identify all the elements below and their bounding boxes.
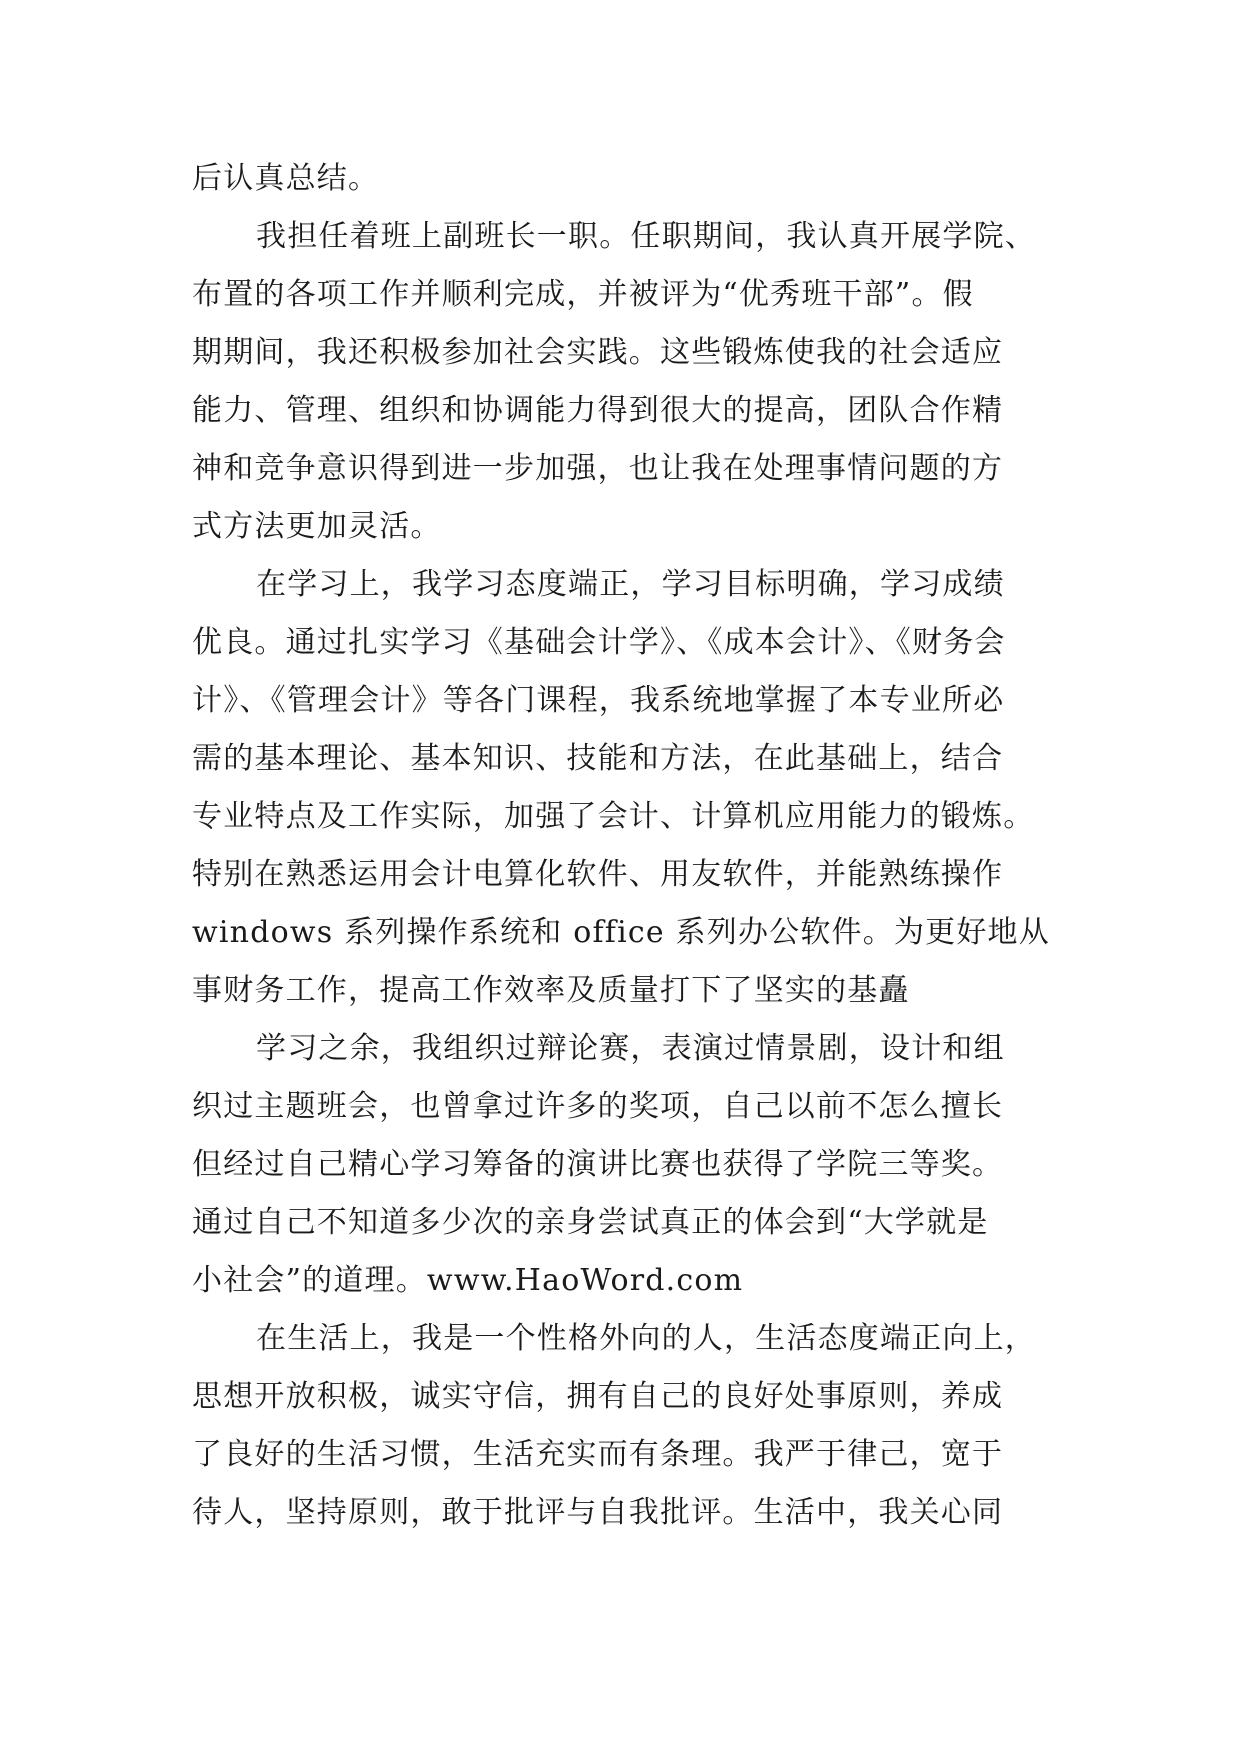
text-line: 专业特点及工作实际，加强了会计、计算机应用能力的锻炼。 <box>192 799 1035 834</box>
text-line: 事财务工作，提高工作效率及质量打下了坚实的基矗 <box>192 973 910 1008</box>
text-line: 优良。通过扎实学习《基础会计学》、《成本会计》、《财务会 <box>192 625 1006 660</box>
text-line: 需的基本理论、基本知识、技能和方法，在此基础上，结合 <box>192 741 1004 776</box>
text-line: 神和竞争意识得到进一步加强，也让我在处理事情问题的方 <box>192 451 1004 486</box>
text-line: 布置的各项工作并顺利完成，并被评为“优秀班干部”。假 <box>192 277 974 312</box>
text-line: 小社会”的道理。www.HaoWord.com <box>192 1263 744 1298</box>
document-body <box>192 150 1072 1542</box>
text-line: windows 系列操作系统和 office 系列办公软件。为更好地从 <box>192 915 1050 950</box>
text-line: 式方法更加灵活。 <box>192 509 442 544</box>
text-line: 待人，坚持原则，敢于批评与自我批评。生活中，我关心同 <box>192 1495 1004 1530</box>
text-line: 思想开放积极，诚实守信，拥有自己的良好处事原则，养成 <box>192 1379 1004 1414</box>
text-line: 后认真总结。 <box>192 161 380 196</box>
text-line: 但经过自己精心学习筹备的演讲比赛也获得了学院三等奖。 <box>192 1147 1004 1182</box>
paragraph-start-line: 在学习上，我学习态度端正，学习目标明确，学习成绩 <box>256 567 1005 602</box>
text-line: 织过主题班会，也曾拿过许多的奖项，自己以前不怎么擅长 <box>192 1089 1004 1124</box>
text-line: 能力、管理、组织和协调能力得到很大的提高，团队合作精 <box>192 393 1004 428</box>
paragraph-start-line: 在生活上，我是一个性格外向的人，生活态度端正向上， <box>256 1321 1036 1356</box>
paragraph-start-line: 我担任着班上副班长一职。任职期间，我认真开展学院、 <box>256 219 1036 254</box>
text-line: 通过自己不知道多少次的亲身尝试真正的体会到“大学就是 <box>192 1205 989 1240</box>
text-line: 特别在熟悉运用会计电算化软件、用友软件，并能熟练操作 <box>192 857 1004 892</box>
text-line: 计》、《管理会计》等各门课程，我系统地掌握了本专业所必 <box>192 683 1005 718</box>
paragraph-start-line: 学习之余，我组织过辩论赛，表演过情景剧，设计和组 <box>256 1031 1005 1066</box>
text-line: 了良好的生活习惯，生活充实而有条理。我严于律己，宽于 <box>192 1437 1004 1472</box>
text-line: 期期间，我还积极参加社会实践。这些锻炼使我的社会适应 <box>192 335 1004 370</box>
